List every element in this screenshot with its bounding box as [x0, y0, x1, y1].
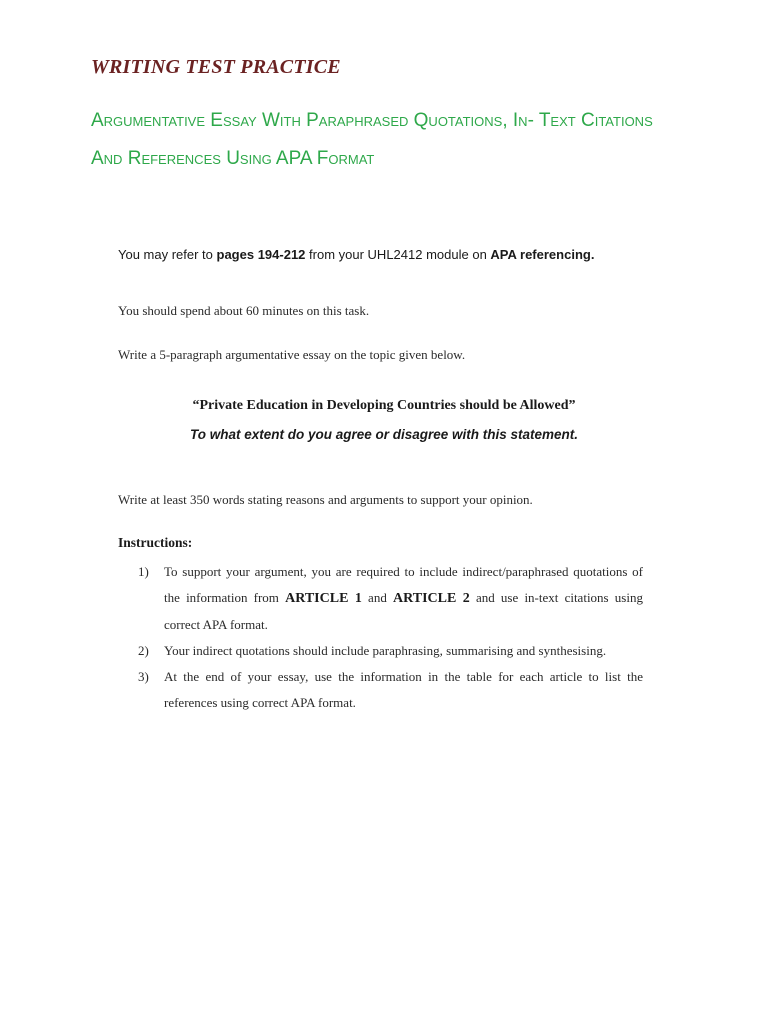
time-note: You should spend about 60 minutes on this task.	[118, 303, 370, 318]
instruction-text: At the end of your essay, use the information in the table for each article to list the references using correct APA format.	[164, 669, 643, 710]
instruction-item	[138, 664, 643, 716]
reference-note-pages: pages 194-212	[216, 247, 306, 262]
word-count-note: Write at least 350 words stating reasons and arguments to support your opinion.	[118, 492, 533, 507]
instructions-heading: Instructions:	[118, 535, 193, 550]
instruction-number: 3)	[138, 669, 149, 684]
instruction-text	[164, 559, 643, 638]
reference-note-middle: from your UHL2412 module on	[305, 247, 491, 262]
instruction-text: Your indirect quotations should include paraphrasing, summarising and synthesising.	[164, 643, 607, 658]
instruction-text-part: and use in-text citations using correct APA format.	[164, 590, 643, 632]
instruction-item	[138, 559, 643, 638]
essay-question: To what extent do you agree or disagree with this statement.	[189, 427, 579, 442]
subtitle-line-1: Argumentative Essay With Paraphrased Quotations, In- Text Citations	[91, 110, 653, 131]
instruction-text-part: and	[361, 590, 394, 605]
instruction-text-part: To support your argument, you are required to include indirect/paraphrased quotations of the information from	[164, 564, 643, 605]
page-title: WRITING TEST PRACTICE	[91, 56, 341, 78]
reference-note-topic: APA referencing.	[490, 247, 595, 262]
reference-note-prefix: You may refer to	[118, 247, 217, 262]
article-1-label: ARTICLE 1	[285, 591, 362, 606]
reference-note	[118, 247, 594, 262]
instruction-number: 1)	[138, 564, 149, 579]
instructions-list	[138, 559, 643, 716]
subtitle-line-2: And References Using APA Format	[91, 148, 375, 169]
write-note: Write a 5-paragraph argumentative essay on the topic given below.	[118, 347, 466, 362]
instruction-item	[138, 638, 643, 664]
article-2-label: ARTICLE 2	[393, 591, 470, 606]
essay-topic: “Private Education in Developing Countries should be Allowed”	[192, 398, 576, 413]
instruction-number: 2)	[138, 643, 149, 658]
